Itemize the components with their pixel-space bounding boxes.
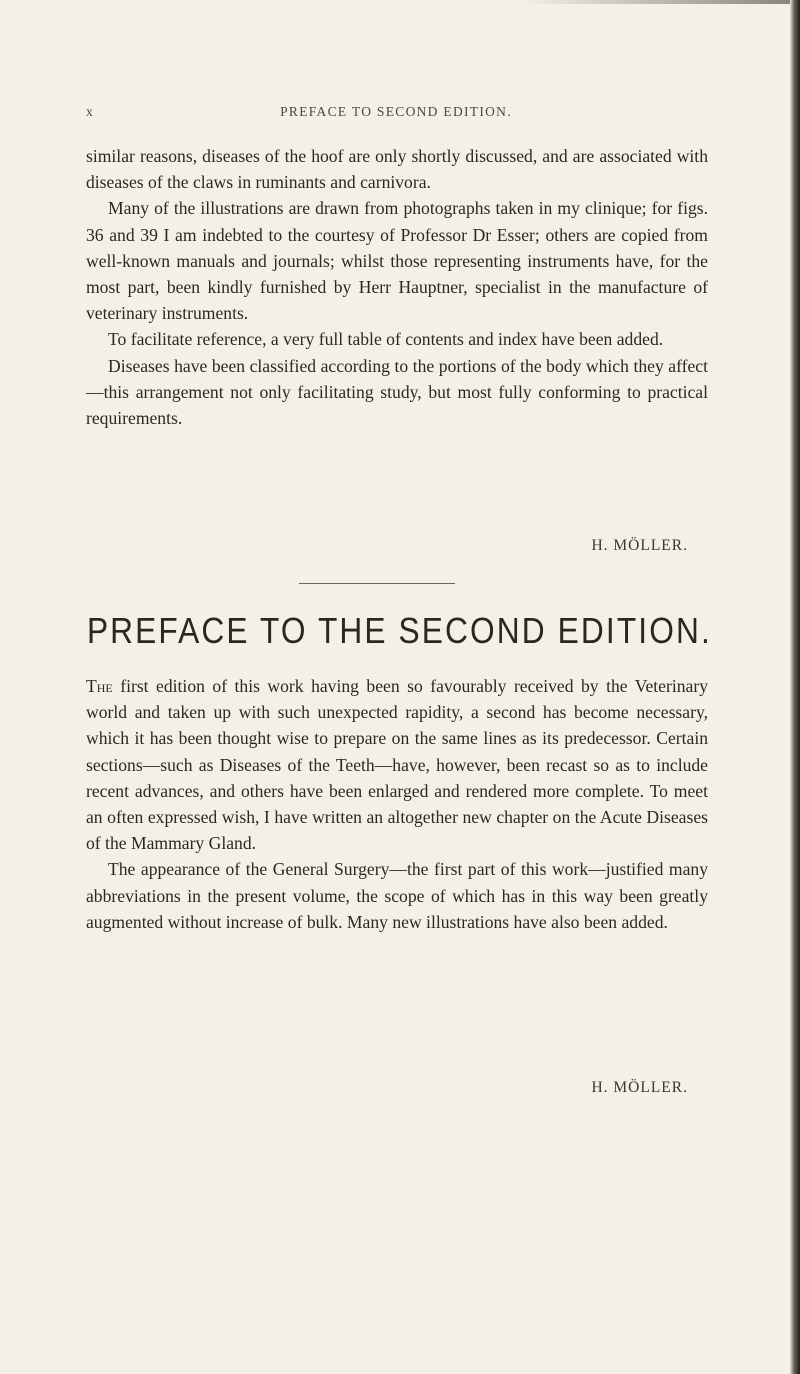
paragraph: The appearance of the General Surgery—the first part of this work—justified many abbreviations in the present volume, the scope of which has in this way been greatly augmented without increase of bulk. Many new illustrations have also been added. <box>86 859 708 932</box>
paragraph: Many of the illustrations are drawn from photographs taken in my clinique; for figs. 36 and 39 I am indebted to the courtesy of Professor Dr Esser; others are copied from well-known manuals and journals; whilst those representing instruments have, for the most part, been kindly furnished by Herr Hauptner, specialist in the manufacture of veterinary instruments. <box>86 198 708 324</box>
paragraph-body: first edition of this work having been so favourably received by the Veterinary world and taken up with such unexpected rapidity, a second has become necessary, which it has been thought wise to prepare on the same lines as its predecessor. Certain sections—such as Diseases of the Teeth—have, however, been recast so as to include recent advances, and others have been enlarged and rendered more complete. To meet an often expressed wish, I have written an altogether new chapter on the Acute Diseases of the Mammary Gland. <box>86 676 708 854</box>
paragraph: To facilitate reference, a very full table of contents and index have been added. <box>108 329 664 350</box>
paragraph <box>86 673 708 856</box>
continuation-text <box>86 143 708 431</box>
author-signature: H. MÖLLER. <box>591 1079 688 1096</box>
preface-text <box>86 673 708 935</box>
preface-heading: PREFACE TO THE SECOND EDITION. <box>86 610 712 651</box>
page-top-shadow <box>520 0 800 4</box>
running-head-title: PREFACE TO SECOND EDITION. <box>280 104 512 119</box>
page-number: x <box>86 104 95 119</box>
paragraph: Diseases have been classified according to the portions of the body which they affect—this arrangement not only facilitating study, but most fully conforming to practical requirements. <box>86 355 708 429</box>
binding-edge <box>790 0 800 1374</box>
paragraph: similar reasons, diseases of the hoof are only shortly discussed, and are associated with diseases of the claws in ruminants and carnivora. <box>86 146 708 193</box>
section-divider <box>299 583 455 584</box>
author-signature: H. MÖLLER. <box>591 537 688 554</box>
drop-word: The <box>86 676 113 696</box>
